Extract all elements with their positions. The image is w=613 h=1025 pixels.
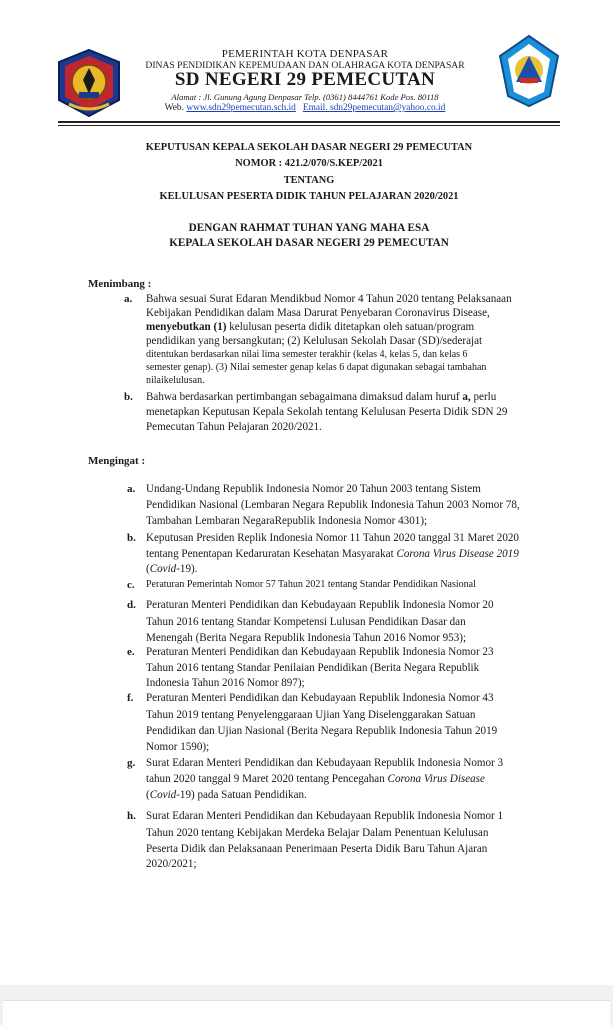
text-line: Tahun 2020 tentang Kebijakan Merdeka Belajar Dalam Penentuan Kelulusan bbox=[146, 827, 489, 839]
text: kelulusan peserta didik ditetapkan oleh satuan/program bbox=[229, 321, 475, 333]
text-line: 2020/2021; bbox=[146, 858, 197, 870]
text: tentang Penentapan Kedaruratan Kesehatan Masyarakat bbox=[146, 548, 394, 560]
item-letter: a. bbox=[124, 293, 133, 305]
text-line: Peraturan Pemerintah Nomor 57 Tahun 2021 tentang Standar Pendidikan Nasional bbox=[146, 579, 476, 590]
text-line: Tahun 2019 tentang Penyelenggaraan Ujian Yang Diselenggarakan Satuan bbox=[146, 709, 476, 721]
text: perlu bbox=[473, 391, 497, 403]
decree-subject: KELULUSAN PESERTA DIDIK TAHUN PELAJARAN 2020/2021 bbox=[159, 191, 459, 202]
department-name: DINAS PENDIDIKAN KEPEMUDAAN DAN OLAHRAGA KOTA DENPASAR bbox=[145, 60, 465, 71]
letterhead-divider-thin bbox=[58, 125, 560, 126]
decree-title: KEPUTUSAN KEPALA SEKOLAH DASAR NEGERI 29 PEMECUTAN bbox=[145, 142, 473, 153]
item-letter: e. bbox=[127, 646, 135, 658]
school-address: Alamat : Jl. Gunung Agung Denpasar Telp. (0361) 8444761 Kode Pos. 80118 bbox=[171, 92, 439, 102]
text-line: Pendidikan dan Ujian Nasional (Berita Negara Republik Indonesia Tahun 2019 bbox=[146, 725, 498, 737]
text-line: Peraturan Menteri Pendidikan dan Kebudayaan Republik Indonesia Nomor 20 bbox=[146, 599, 494, 611]
item-letter: a. bbox=[127, 483, 136, 495]
text-line: Peraturan Menteri Pendidikan dan Kebudayaan Republik Indonesia Nomor 43 bbox=[146, 692, 494, 704]
decree-about: TENTANG bbox=[283, 175, 335, 186]
text-line: Kebijakan Pendidikan dalam Masa Darurat Penyebaran Coronavirus Disease, bbox=[146, 307, 490, 319]
invocation: DENGAN RAHMAT TUHAN YANG MAHA ESA bbox=[188, 222, 430, 234]
text-line: semester genap). (3) Nilai semester genap kelas 6 dapat digunakan sebagai tambahan bbox=[146, 362, 487, 373]
item-letter: b. bbox=[127, 532, 136, 544]
item-letter: d. bbox=[127, 599, 136, 611]
text-line bbox=[146, 321, 474, 333]
item-letter: g. bbox=[127, 757, 136, 769]
web-label: Web. bbox=[164, 103, 184, 113]
denpasar-city-crest-logo bbox=[55, 48, 123, 118]
text-line: Pemecutan Tahun Pelajaran 2020/2021. bbox=[146, 421, 322, 433]
issuer: KEPALA SEKOLAH DASAR NEGERI 29 PEMECUTAN bbox=[169, 237, 449, 249]
text-line: Indonesia Tahun 2016 Nomor 897); bbox=[146, 677, 305, 689]
text-line bbox=[146, 548, 519, 560]
item-letter: h. bbox=[127, 810, 136, 822]
next-page-edge bbox=[3, 1000, 610, 1025]
text-line bbox=[146, 773, 485, 785]
text-line: Tambahan Lembaran NegaraRepublik Indonesia Nomor 4301); bbox=[146, 515, 428, 527]
text-line bbox=[146, 391, 496, 403]
text-line: Surat Edaran Menteri Pendidikan dan Kebudayaan Republik Indonesia Nomor 1 bbox=[146, 810, 504, 822]
text-line: pendidikan yang bersangkutan; (2) Kelulusan Sekolah Dasar (SD)/sederajat bbox=[146, 335, 483, 347]
item-letter: b. bbox=[124, 391, 133, 403]
text: ( bbox=[146, 563, 150, 575]
decree-number: NOMOR : 421.2/070/S.KEP/2021 bbox=[235, 158, 383, 169]
text-line: Pendidikan Nasional (Lembaran Negara Republik Indonesia Tahun 2003 Nomor 78, bbox=[146, 499, 520, 511]
text-line: Peserta Didik dan Pelaksanaan Penerimaan Peserta Didik Baru Tahun Ajaran bbox=[146, 843, 488, 855]
school-name: SD NEGERI 29 PEMECUTAN bbox=[174, 69, 436, 90]
school-emblem-logo bbox=[498, 34, 560, 108]
italic-text: Corona Virus Disease 2019 bbox=[396, 548, 519, 560]
text: Bahwa berdasarkan pertimbangan sebagaimana dimaksud dalam huruf bbox=[146, 391, 460, 403]
text-line: Nomor 1590); bbox=[146, 741, 210, 753]
text-line: Peraturan Menteri Pendidikan dan Kebudayaan Republik Indonesia Nomor 23 bbox=[146, 646, 494, 658]
item-letter: f. bbox=[127, 692, 134, 704]
text: tahun 2020 tanggal 9 Maret 2020 tentang Pencegahan bbox=[146, 773, 385, 785]
text-line: nilaikelulusan. bbox=[146, 375, 205, 386]
bold-text: a, bbox=[462, 391, 471, 403]
italic-text: Covid bbox=[149, 789, 177, 801]
text-line: Undang-Undang Republik Indonesia Nomor 20 Tahun 2003 tentang Sistem bbox=[146, 483, 481, 495]
text: -19). bbox=[176, 563, 198, 575]
text-line: Menengah (Berita Negara Republik Indonesia Tahun 2016 Nomor 953); bbox=[146, 632, 467, 644]
government-name: PEMERINTAH KOTA DENPASAR bbox=[221, 48, 389, 60]
text-line: ditentukan berdasarkan nilai lima semester terakhir (kelas 4, kelas 5, dan kelas 6 bbox=[146, 349, 468, 360]
text-line: Bahwa sesuai Surat Edaran Mendikbud Nomor 4 Tahun 2020 tentang Pelaksanaan bbox=[146, 293, 512, 305]
text-line: Tahun 2016 tentang Standar Kompetensi Lulusan Pendidikan Dasar dan bbox=[146, 616, 466, 628]
website-link[interactable]: www.sdn29pemecutan.sch.id bbox=[186, 103, 296, 113]
text-line: menetapkan Keputusan Kepala Sekolah tentang Kelulusan Peserta Didik SDN 29 bbox=[146, 406, 508, 418]
text: ( bbox=[146, 789, 150, 801]
contact-line bbox=[140, 103, 470, 113]
italic-text: Corona Virus Disease bbox=[387, 773, 485, 785]
italic-text: Covid bbox=[149, 563, 177, 575]
text-line: Tahun 2016 tentang Standar Penilaian Pendidikan (Berita Negara Republik bbox=[146, 662, 480, 674]
text-line: Keputusan Presiden Replik Indonesia Nomor 11 Tahun 2020 tanggal 31 Maret 2020 bbox=[146, 532, 519, 544]
item-letter: c. bbox=[127, 579, 135, 591]
bold-text: menyebutkan bbox=[146, 321, 211, 333]
text-line bbox=[146, 789, 307, 801]
text-line bbox=[146, 563, 197, 575]
text-line: Surat Edaran Menteri Pendidikan dan Kebudayaan Republik Indonesia Nomor 3 bbox=[146, 757, 504, 769]
text: -19) pada Satuan Pendidikan. bbox=[176, 789, 307, 801]
bold-text: (1) bbox=[213, 321, 227, 333]
letterhead-divider-thick bbox=[58, 121, 560, 123]
email-link[interactable]: Email. sdn29pemecutan@yahoo.co.id bbox=[302, 103, 446, 113]
mengingat-heading: Mengingat : bbox=[88, 455, 146, 467]
menimbang-heading: Menimbang : bbox=[88, 278, 152, 290]
